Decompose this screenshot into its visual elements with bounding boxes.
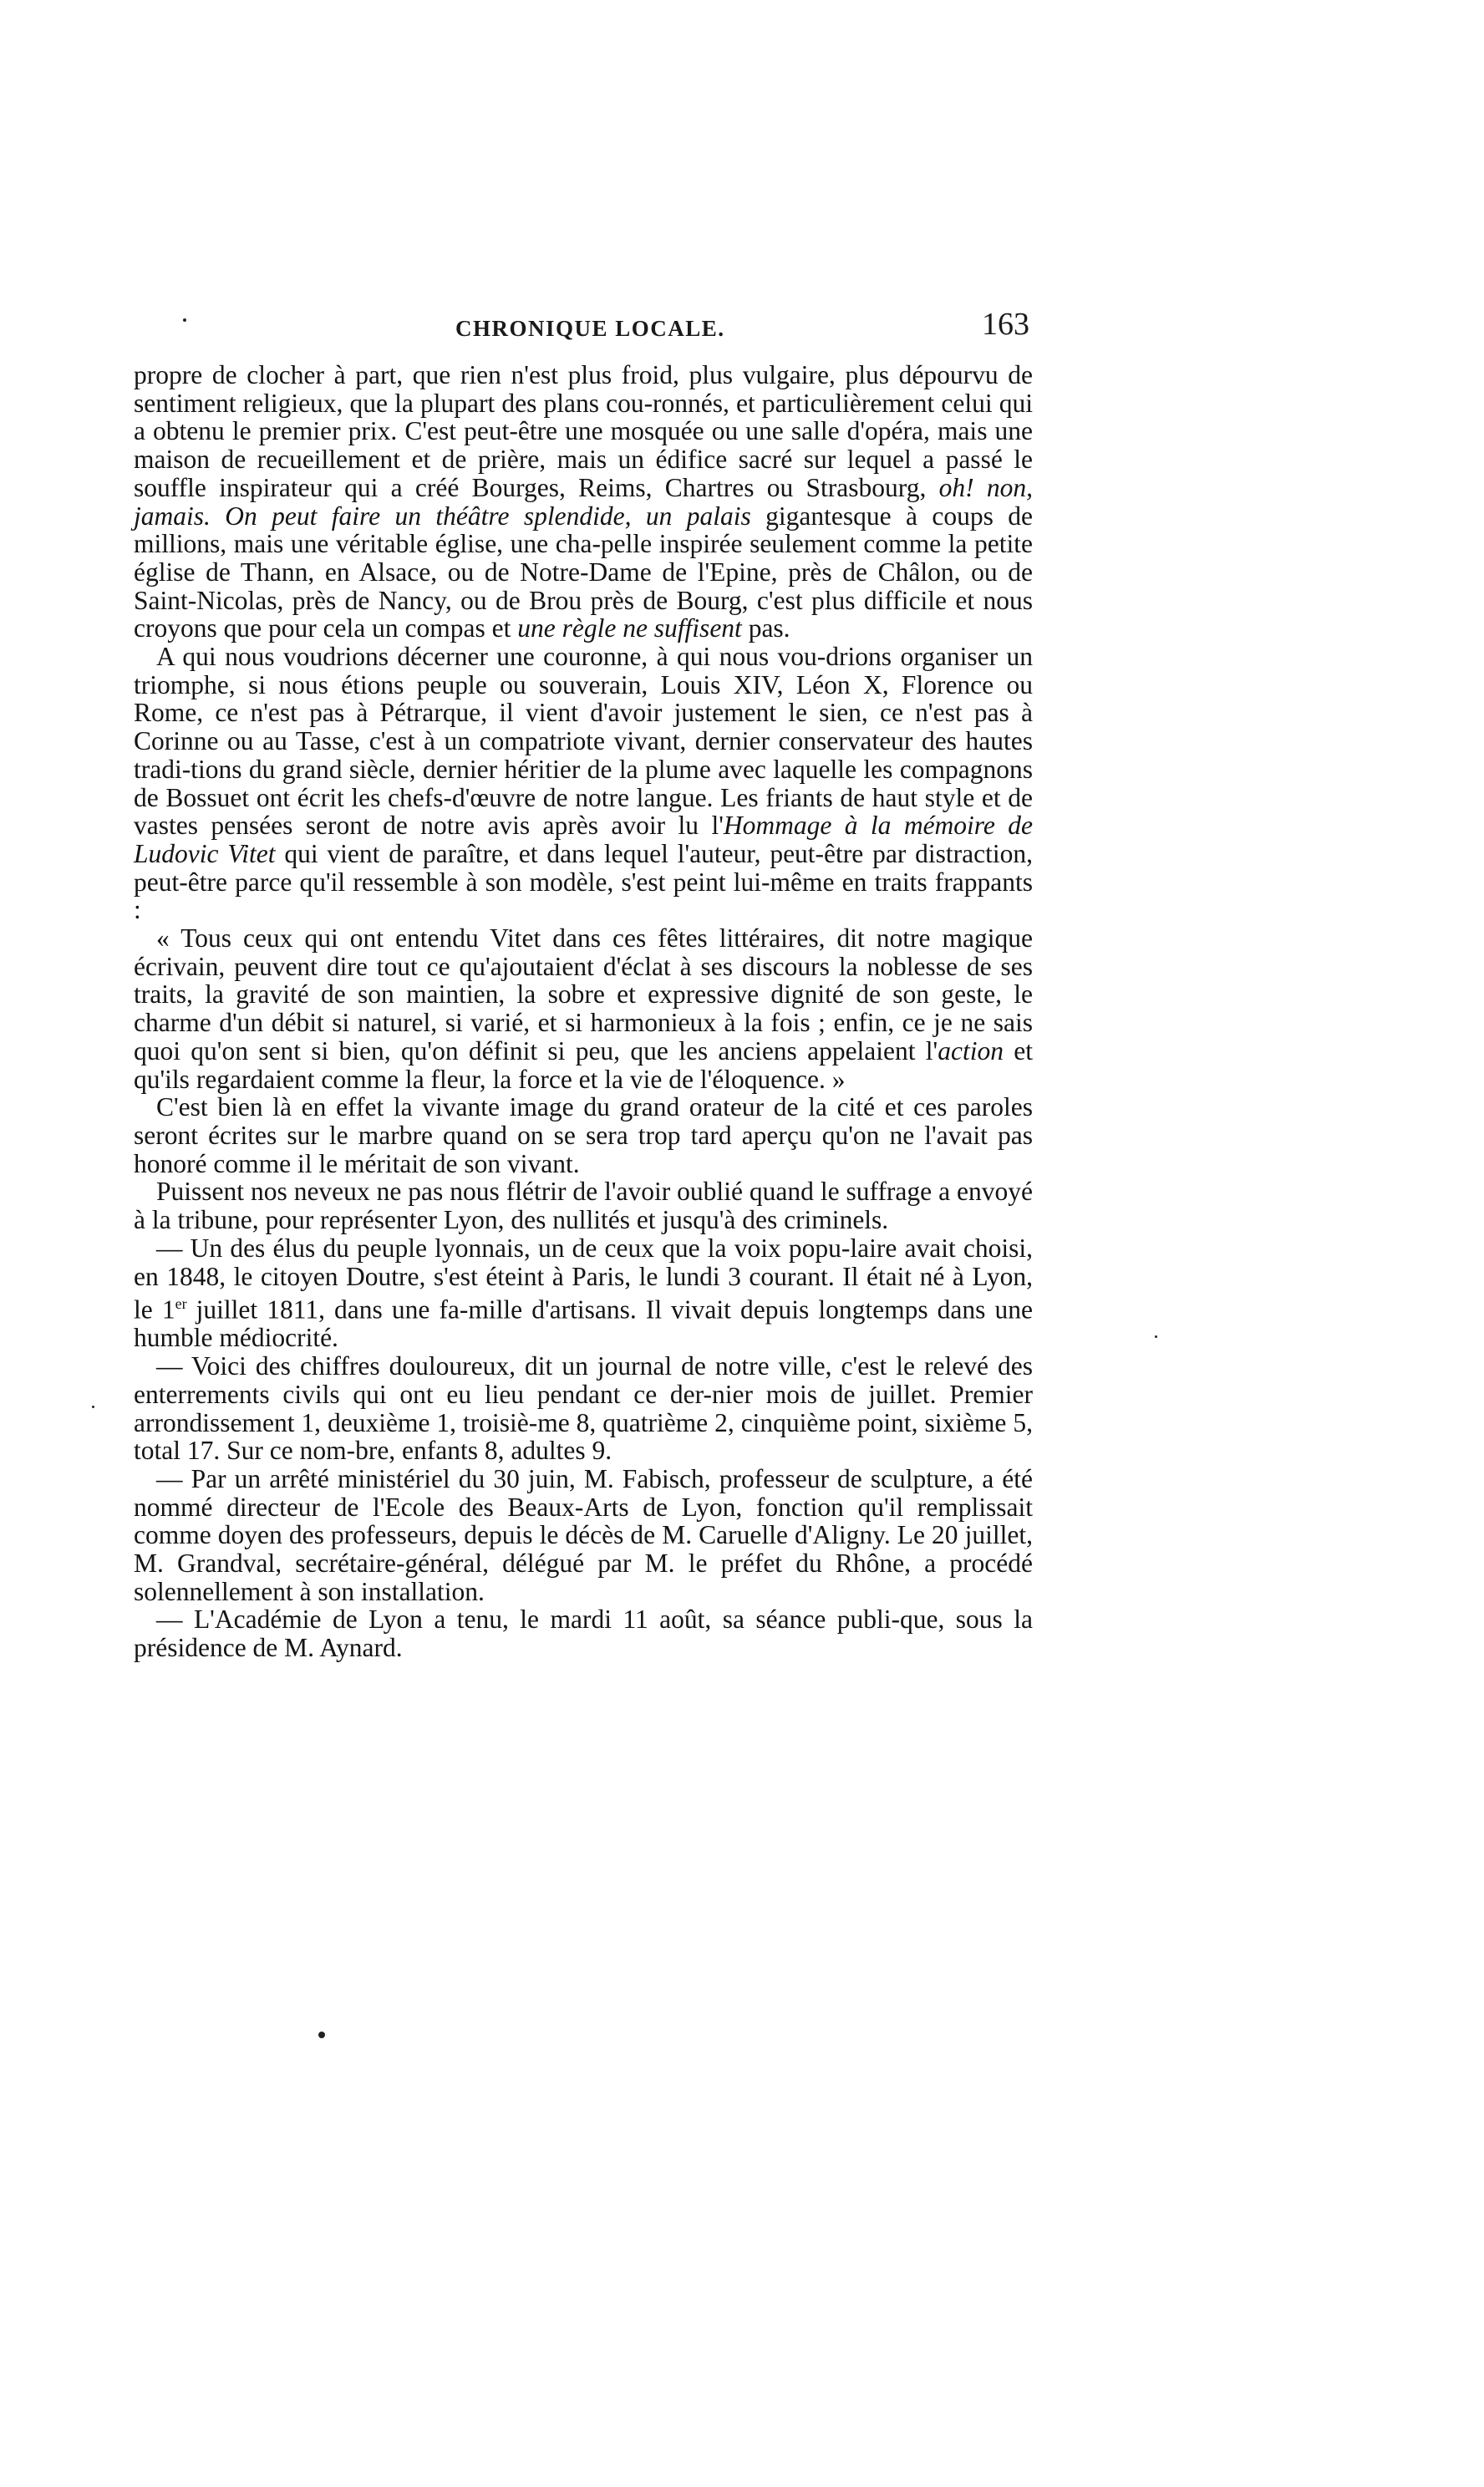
news-item [134,1234,1033,1352]
paragraph [134,1177,1033,1233]
news-item [134,1465,1033,1606]
paragraph-italic: une règle ne suffisent [517,613,742,643]
paragraph-text: juillet 1811, dans une fa-mille d'artisans. Il vivait depuis longtemps dans une humble médiocrité. [134,1294,1033,1353]
superscript: er [175,1295,187,1313]
paragraph-text: C'est bien là en effet la vivante image du grand orateur de la cité et ces paroles seront écrites sur le marbre quand on se sera trop tard aperçu qu'on ne l'avait pas honoré comme il le méritait de son vivant. [134,1092,1033,1178]
ink-speck [92,1406,94,1408]
paragraph [134,643,1033,924]
running-title: CHRONIQUE LOCALE. [455,316,725,341]
news-item [134,1352,1033,1465]
paragraph-italic: action [938,1035,1004,1065]
paragraph-italic: oh! non, jamais. On peut faire un théâtre splendide, un palais [134,472,1033,531]
paragraph-text: propre de clocher à part, que rien n'est plus froid, plus vulgaire, plus dépourvu de sentiment religieux, que la plupart des plans cou-ronnés, et particulièrement celui qui a obtenu le premier prix. C'est peut-être une mosquée ou une salle d'opéra, mais une maison de recueillement et de prière, mais un édifice sacré sur lequel a passé le souffle inspirateur qui a créé Bourges, Reims, Chartres ou Strasbourg, [134,360,1033,502]
quotation [134,924,1033,1093]
book-title: Hommage à la mémoire de Ludovic Vitet [134,811,1033,868]
paragraph-text: — Un des élus du peuple lyonnais, un de ceux que la voix popu-laire avait choisi, en 1848, le citoyen Doutre, s'est éteint à Paris, le lundi 3 courant. Il était né à Lyon, le 1 [134,1233,1033,1325]
paragraph-text: — Par un arrêté ministériel du 30 juin, M. Fabisch, professeur de sculpture, a été nommé directeur de l'Ecole des Beaux-Arts de Lyon, fonction qu'il remplissait comme doyen des professeurs, depuis le décès de M. Caruelle d'Aligny. Le 20 juillet, M. Grandval, secrétaire-général, délégué par M. le préfet du Rhône, a procédé solennellement à son installation. [134,1463,1033,1606]
paragraph-text: pas. [741,613,790,643]
paragraph-text: — L'Académie de Lyon a tenu, le mardi 11 août, sa séance publi-que, sous la présidence de M. Aynard. [134,1605,1033,1663]
paragraph-text: et qu'ils regardaient comme la fleur, la force et la vie de l'éloquence. » [134,1035,1033,1094]
paragraph-text: qui vient de paraître, et dans lequel l'auteur, peut-être par distraction, peut-être parce qu'il ressemble à son modèle, s'est peint lui-même en traits frappants : [134,838,1034,925]
paragraph-text: — Voici des chiffres douloureux, dit un journal de notre ville, c'est le relevé des enterrements civils qui ont eu lieu pendant ce der-nier mois de juillet. Premier arrondissement 1, deuxième 1, troisiè-me 8, quatrième 2, cinquième point, sixième 5, total 17. Sur ce nom-bre, enfants 8, adultes 9. [134,1351,1033,1466]
ink-speck [318,2032,325,2038]
page-header [125,307,1036,353]
paragraph-text: « Tous ceux qui ont entendu Vitet dans ces fêtes littéraires, dit notre magique écrivain, peuvent dire tout ce qu'ajoutaient d'éclat à ses discours la noblesse de ses traits, la gravité de son maintien, la sobre et expressive dignité de son geste, le charme d'un débit si naturel, si varié, et si harmonieux à la fois ; enfin, ce je ne sais quoi qu'on sent si bien, qu'on définit si peu, que les anciens appelaient l' [134,923,1033,1065]
news-item [134,1605,1033,1661]
paragraph-text: gigantesque à coups de millions, mais une véritable église, une cha-pelle inspirée seulement comme la petite église de Thann, en Alsace, ou de Notre-Dame de l'Epine, près de Châlon, ou de Saint-Nicolas, près de Nancy, ou de Brou près de Bourg, c'est plus difficile et nous croyons que pour cela un compas et [134,501,1033,643]
paragraph-text: Puissent nos neveux ne pas nous flétrir de l'avoir oublié quand le suffrage a envoyé à la tribune, pour représenter Lyon, des nullités et jusqu'à des criminels. [134,1177,1033,1235]
paragraph [134,361,1033,643]
paragraph [134,1093,1033,1177]
ink-speck [1155,1335,1157,1338]
body-text [134,361,1033,1662]
page-number: 163 [982,307,1029,342]
paragraph-text: A qui nous voudrions décerner une couronne, à qui nous vou-drions organiser un triomphe, si nous étions peuple ou souverain, Louis XIV, Léon X, Florence ou Rome, ce n'est pas à Pétrarque, il vient d'avoir justement le sien, ce n'est pas à Corinne ou au Tasse, c'est à un compatriote vivant, dernier conservateur des hautes tradi-tions du grand siècle, dernier héritier de la plume avec laquelle les compagnons de Bossuet ont écrit les chefs-d'œuvre de notre langue. Les friants de haut style et de vastes pensées seront de notre avis après avoir lu l' [134,642,1033,841]
